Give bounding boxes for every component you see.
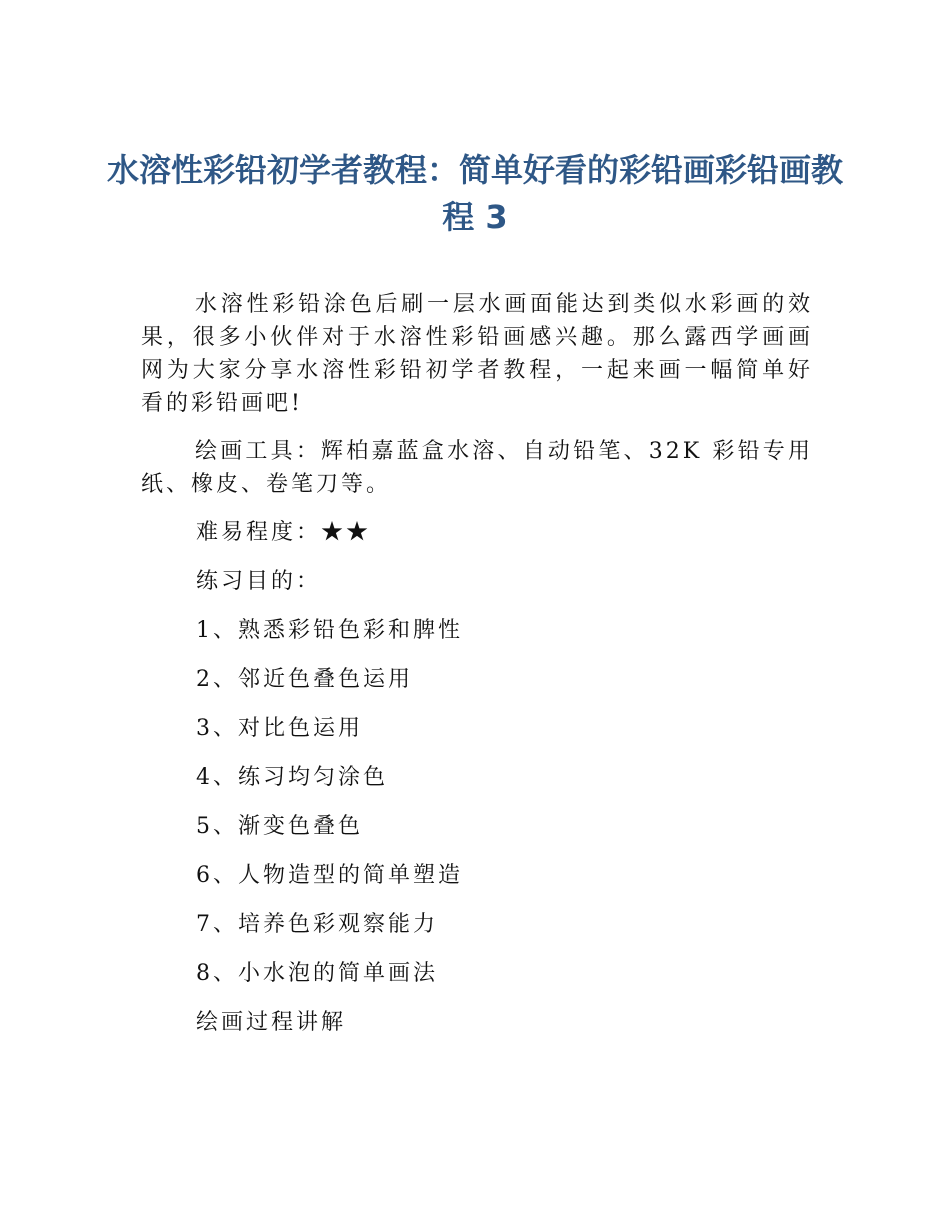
document-title: 水溶性彩铅初学者教程：简单好看的彩铅画彩铅画教程 3	[106, 151, 843, 236]
goals-heading: 练习目的：	[196, 569, 322, 594]
goal-item: 2、邻近色叠色运用	[196, 667, 413, 692]
goal-item: 5、渐变色叠色	[196, 814, 363, 839]
goal-item: 3、对比色运用	[196, 716, 363, 741]
difficulty-line: 难易程度：★★	[196, 520, 372, 545]
goal-item: 8、小水泡的简单画法	[196, 961, 438, 986]
goal-item: 4、练习均匀涂色	[196, 765, 388, 790]
goal-item: 1、熟悉彩铅色彩和脾性	[196, 618, 463, 643]
goal-item: 7、培养色彩观察能力	[196, 912, 438, 937]
tools-paragraph: 绘画工具：辉柏嘉蓝盒水溶、自动铅笔、32K 彩铅专用纸、橡皮、卷笔刀等。	[141, 439, 813, 497]
process-heading: 绘画过程讲解	[196, 1010, 347, 1035]
goal-item: 6、人物造型的简单塑造	[196, 863, 463, 888]
intro-paragraph: 水溶性彩铅涂色后刷一层水画面能达到类似水彩画的效果，很多小伙伴对于水溶性彩铅画感兴趣。那么露西学画画网为大家分享水溶性彩铅初学者教程，一起来画一幅简单好看的彩铅画吧!	[141, 292, 813, 416]
